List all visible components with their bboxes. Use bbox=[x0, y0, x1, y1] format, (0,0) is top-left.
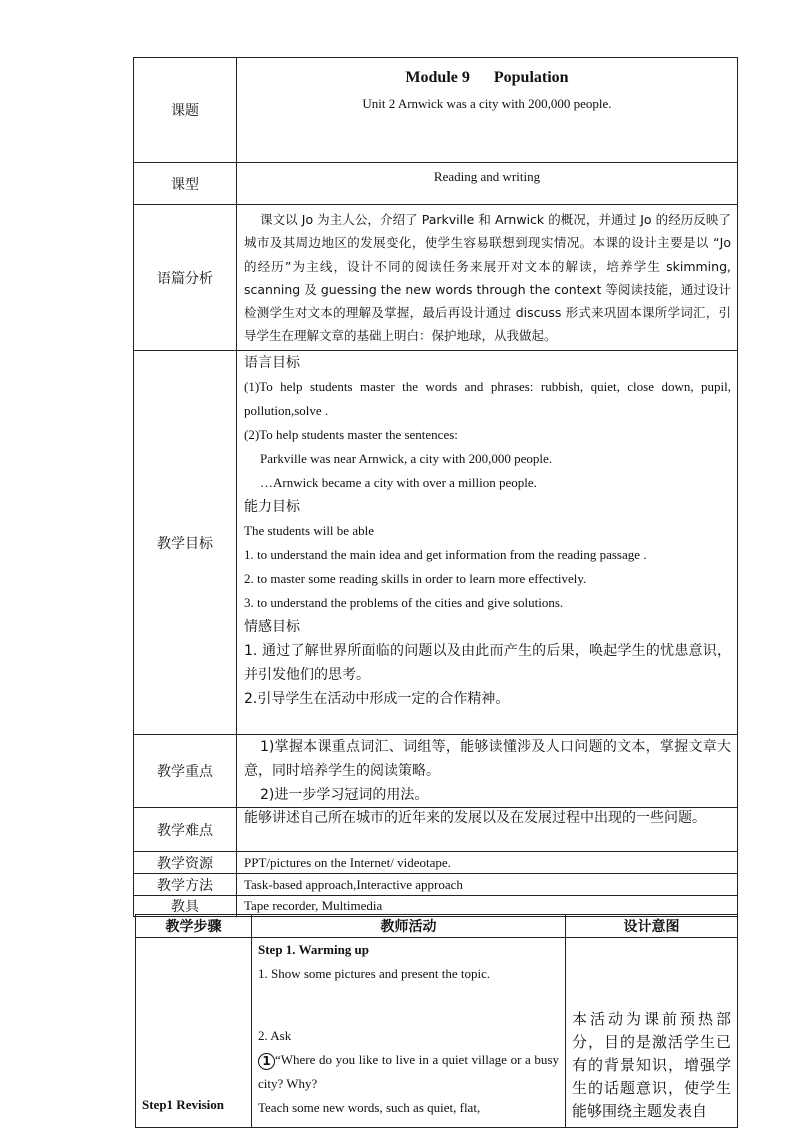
teacher-activity-cell bbox=[252, 938, 566, 1128]
col-intent-header: 设计意图 bbox=[566, 915, 738, 938]
teach-words: Teach some new words, such as quiet, flat, bbox=[258, 1100, 481, 1115]
ability-goal-3: 3. to understand the problems of the cities and give solutions. bbox=[244, 595, 564, 610]
key-point-1: 1)掌握本课重点词汇、词组等，能够读懂涉及人口问题的文本，掌握文章大意，同时培养学生的阅读策略。 bbox=[244, 739, 731, 779]
key-point-2: 2)进一步学习冠词的用法。 bbox=[260, 787, 429, 803]
circle-number-icon: 1 bbox=[258, 1053, 275, 1070]
title-cell bbox=[237, 58, 738, 163]
emotion-goal-heading: 情感目标 bbox=[244, 619, 300, 635]
intent-text: 本活动为课前预热部分，目的是激活学生已有的背景知识，增强学生的话题意识，使学生能够围绕主题发表自 bbox=[572, 1010, 731, 1120]
difficulty-text: 能够讲述自己所在城市的近年来的发展以及在发展过程中出现的一些问题。 bbox=[244, 810, 706, 826]
lang-goal-heading: 语言目标 bbox=[244, 355, 300, 371]
col-step-header: 教学步骤 bbox=[136, 915, 252, 938]
title-label: 课题 bbox=[134, 58, 237, 163]
method-value: Task-based approach,Interactive approach bbox=[237, 874, 738, 896]
warmup-title: Step 1. Warming up bbox=[258, 942, 370, 957]
step-name: Step1 Revision bbox=[142, 1097, 224, 1112]
analysis-text: 课文以 Jo 为主人公，介绍了 Parkville 和 Arnwick 的概况，并通过 Jo 的经历反映了城市及其周边地区的发展变化，使学生容易联想到现实情况。本课的设计主要是以 “Jo 的经历”为主线，设计不同的阅读任务来展开对文本的解读，培养学生 skimming, scanning 及 guessing the new words through the context 等阅读技能，通过设计检测学生对文本的理解及掌握，最后再设计通过 discuss 形式来巩固本课所学词汇，引导学生在理解文章的基础上明白：保护地球，从我做起。 bbox=[244, 212, 731, 344]
question-item bbox=[258, 1048, 559, 1096]
goals-label: 教学目标 bbox=[134, 351, 237, 735]
key-points-label: 教学重点 bbox=[134, 735, 237, 808]
resources-label: 教学资源 bbox=[134, 852, 237, 874]
lang-goal-1: (1)To help students master the words and phrases: rubbish, quiet, close down, pupil, pollution,solve . bbox=[244, 379, 731, 418]
spacer bbox=[258, 986, 559, 1024]
tools-value: Tape recorder, Multimedia bbox=[237, 896, 738, 917]
warmup-item-1: 1. Show some pictures and present the topic. bbox=[258, 966, 491, 981]
analysis-cell bbox=[237, 205, 738, 351]
steps-table bbox=[135, 914, 738, 1128]
emotion-goal-1: 1. 通过了解世界所面临的问题以及由此而产生的后果，唤起学生的忧患意识，并引发他们的思考。 bbox=[244, 643, 731, 683]
difficulty-label: 教学难点 bbox=[134, 808, 237, 852]
unit-title: Unit 2 Arnwick was a city with 200,000 people. bbox=[362, 96, 612, 111]
emotion-goal-2: 2.引导学生在活动中形成一定的合作精神。 bbox=[244, 691, 510, 707]
ability-goal-2: 2. to master some reading skills in order to learn more effectively. bbox=[244, 571, 587, 586]
step-name-cell bbox=[136, 938, 252, 1128]
ability-goal-heading: 能力目标 bbox=[244, 499, 300, 515]
analysis-label: 语篇分析 bbox=[134, 205, 237, 351]
type-cell bbox=[237, 163, 738, 205]
col-teacher-header: 教师活动 bbox=[252, 915, 566, 938]
type-label: 课型 bbox=[134, 163, 237, 205]
difficulty-cell bbox=[237, 808, 738, 852]
key-sentence-2: …Arnwick became a city with over a million people. bbox=[260, 475, 537, 490]
lesson-info-table bbox=[133, 57, 738, 917]
goals-cell bbox=[237, 351, 738, 735]
tools-label: 教具 bbox=[134, 896, 237, 917]
resources-value: PPT/pictures on the Internet/ videotape. bbox=[237, 852, 738, 874]
intent-cell bbox=[566, 938, 738, 1128]
ability-goal-1: 1. to understand the main idea and get information from the reading passage . bbox=[244, 547, 647, 562]
lang-goal-2: (2)To help students master the sentences: bbox=[244, 427, 458, 442]
key-sentence-1: Parkville was near Arnwick, a city with 200,000 people. bbox=[260, 451, 553, 466]
ask-heading: 2. Ask bbox=[258, 1028, 292, 1043]
key-points-cell bbox=[237, 735, 738, 808]
question-text: “Where do you like to live in a quiet village or a busy city? Why? bbox=[258, 1052, 559, 1091]
type-value: Reading and writing bbox=[433, 169, 541, 184]
module-title: Module 9 Population bbox=[405, 69, 569, 86]
method-label: 教学方法 bbox=[134, 874, 237, 896]
ability-intro: The students will be able bbox=[244, 523, 374, 538]
